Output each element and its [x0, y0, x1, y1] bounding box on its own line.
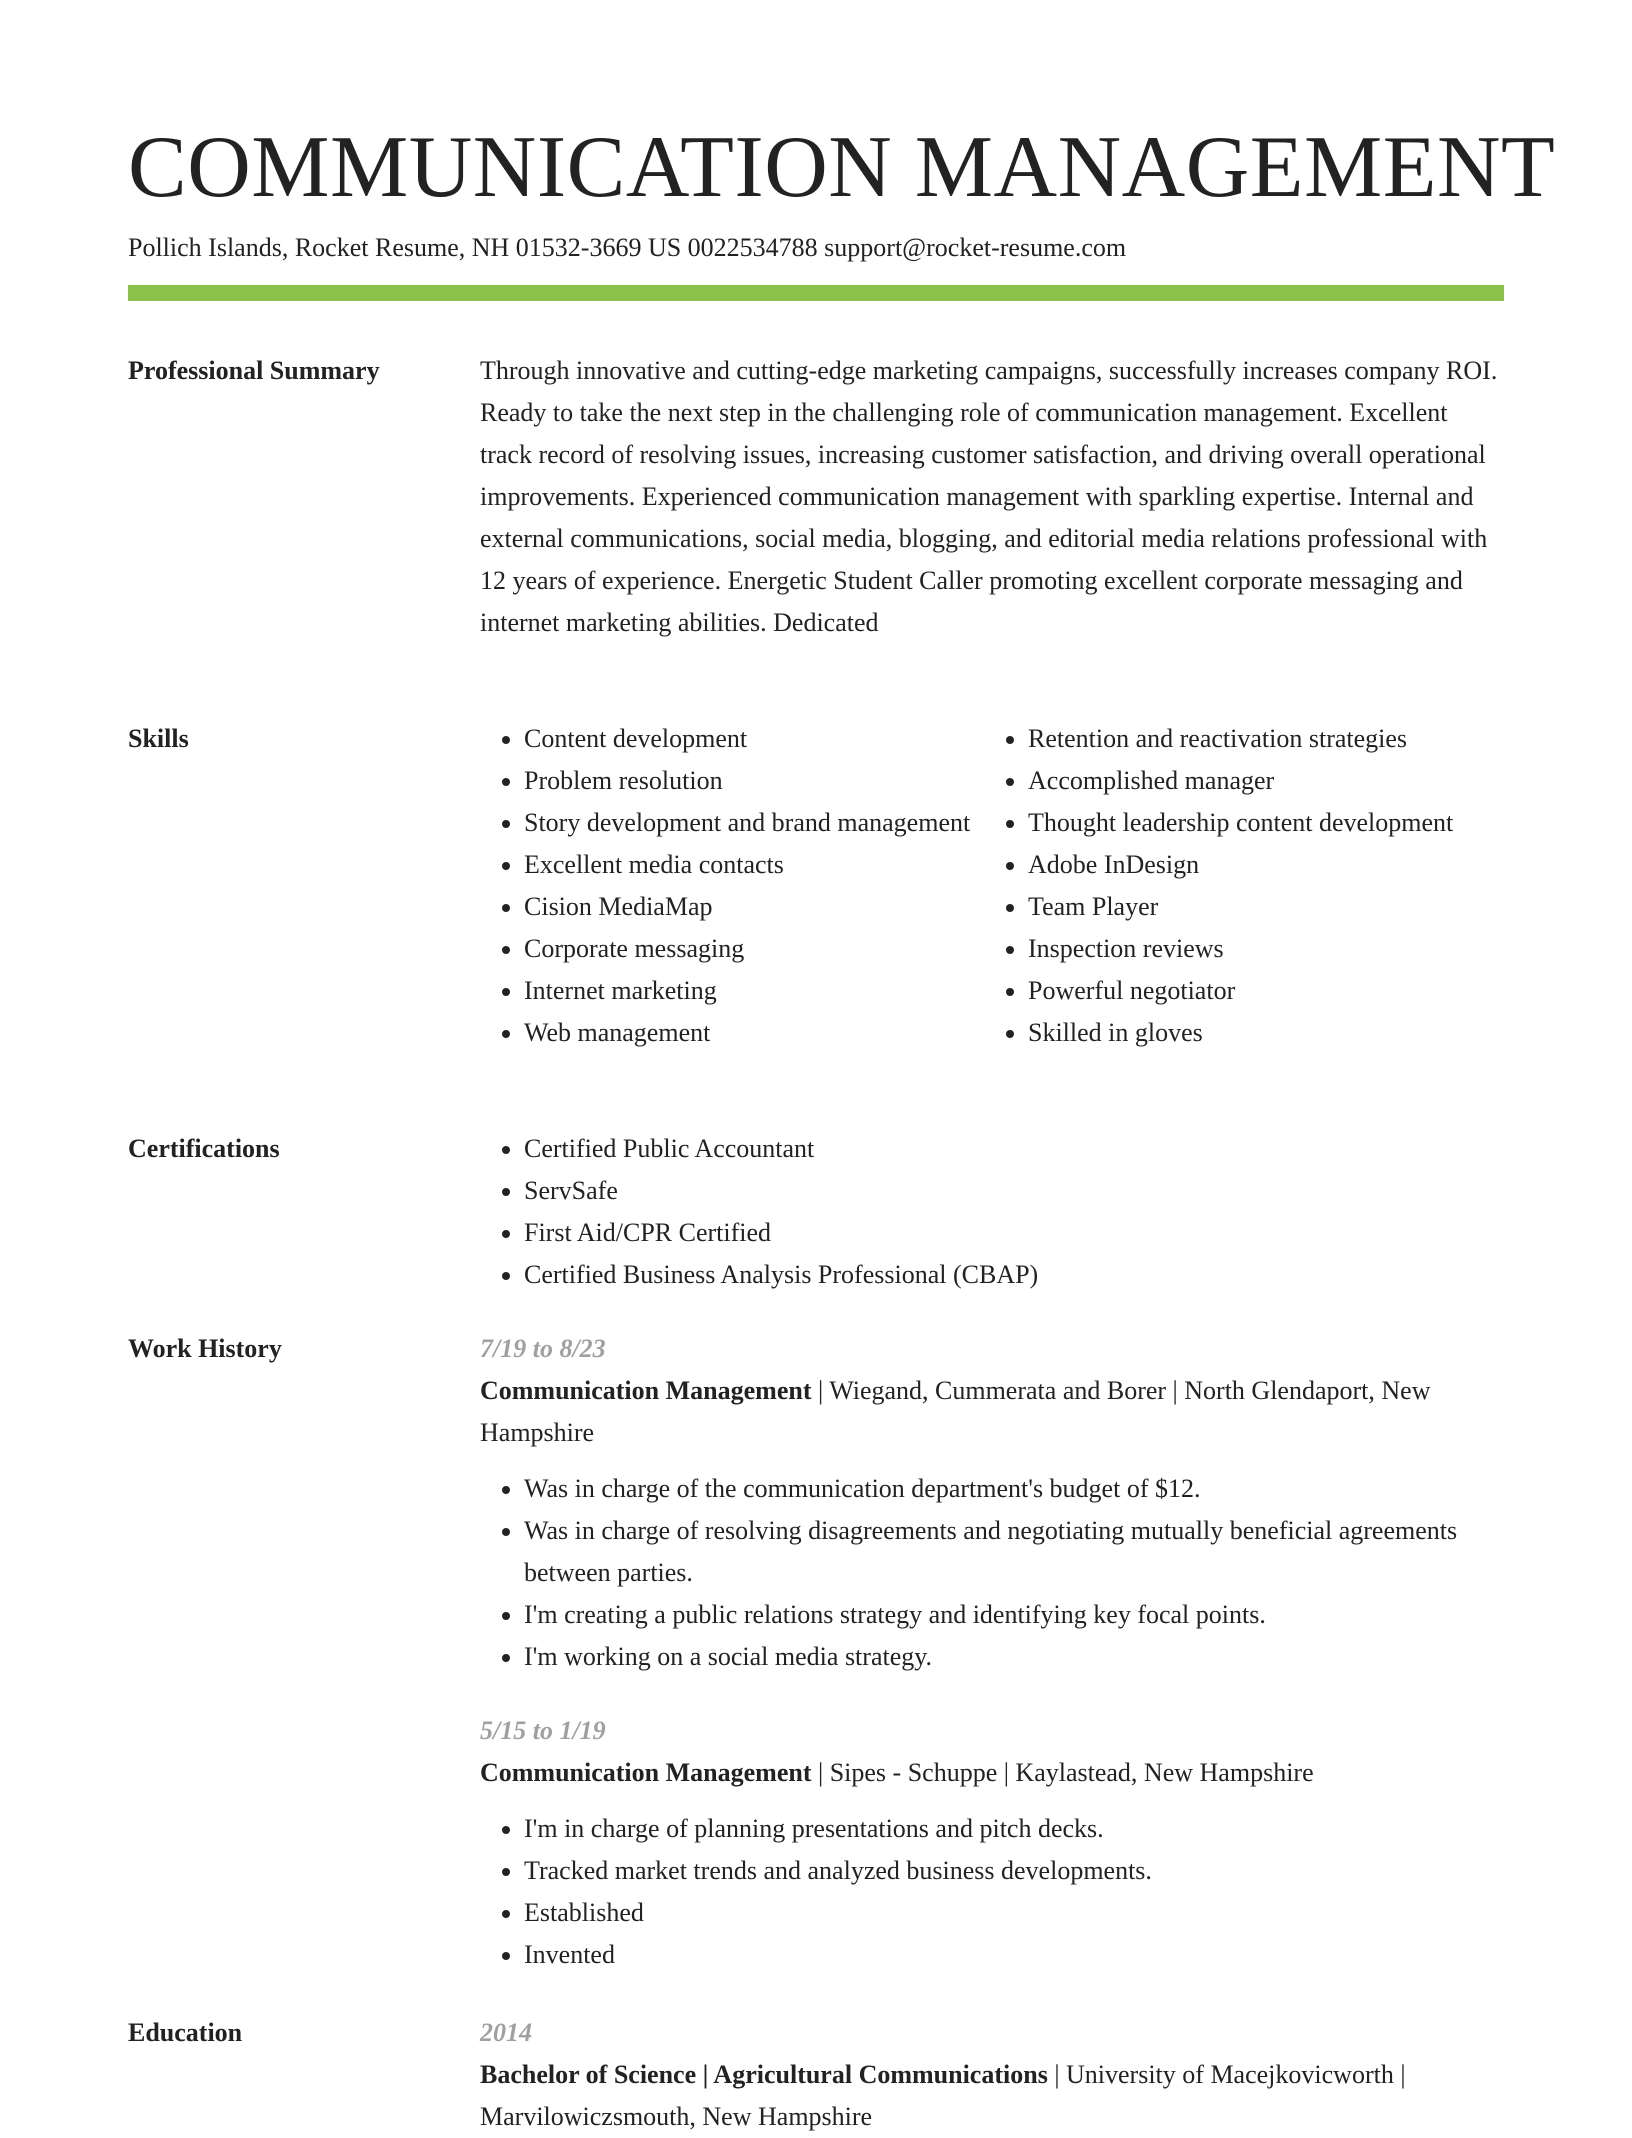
skill-item: • Problem resolution	[524, 760, 984, 802]
skill-item: • Inspection reviews	[1028, 928, 1504, 970]
degree-title: Bachelor of Science | Agricultural Communications	[480, 2060, 1048, 2089]
skill-item: • Content development	[524, 718, 984, 760]
job-dates: 7/19 to 8/23	[480, 1334, 606, 1363]
skills-heading: Skills	[128, 724, 189, 753]
summary-heading: Professional Summary	[128, 356, 380, 385]
job-title: Communication Management	[480, 1758, 812, 1787]
job-bullets	[480, 1468, 1504, 1678]
skill-item: • Accomplished manager	[1028, 760, 1504, 802]
job-heading	[480, 1370, 1504, 1454]
skill-item: • Excellent media contacts	[524, 844, 984, 886]
job-details: | Sipes - Schuppe | Kaylastead, New Hampshire	[811, 1758, 1314, 1787]
job-bullet: • Was in charge of the communication department's budget of $12.	[524, 1468, 1504, 1510]
job-dates: 5/15 to 1/19	[480, 1716, 606, 1745]
job-heading	[480, 1752, 1504, 1794]
job-entry	[480, 1328, 1504, 1678]
job-bullet: • I'm in charge of planning presentations and pitch decks.	[524, 1808, 1504, 1850]
certification-item: • First Aid/CPR Certified	[524, 1212, 1504, 1254]
certifications-heading: Certifications	[128, 1134, 280, 1163]
certifications-list	[480, 1128, 1504, 1296]
skill-item: • Story development and brand management	[524, 802, 984, 844]
education-details: | University of Macejkovicworth | Marvilowiczsmouth, New Hampshire	[480, 2060, 1406, 2131]
job-bullet: • I'm creating a public relations strategy and identifying key focal points.	[524, 1594, 1504, 1636]
contact-line: Pollich Islands, Rocket Resume, NH 01532-3669 US 0022534788 support@rocket-resume.com	[128, 233, 1127, 262]
skill-item: • Cision MediaMap	[524, 886, 984, 928]
job-bullet: • Invented	[524, 1934, 1504, 1976]
job-details: | Wiegand, Cummerata and Borer | North Glendaport, New Hampshire	[480, 1376, 1431, 1447]
resume-header	[128, 118, 1556, 266]
skills-list-left	[480, 718, 984, 1054]
education-year: 2014	[480, 2018, 532, 2047]
job-bullet: • I'm working on a social media strategy.	[524, 1636, 1504, 1678]
certification-item: • Certified Business Analysis Professional (CBAP)	[524, 1254, 1504, 1296]
job-bullet: • Was in charge of resolving disagreements and negotiating mutually beneficial agreements between parties.	[524, 1510, 1504, 1594]
job-title: Communication Management	[480, 1376, 812, 1405]
skill-item: • Web management	[524, 1012, 984, 1054]
skill-item: • Adobe InDesign	[1028, 844, 1504, 886]
education-heading: Education	[128, 2018, 243, 2047]
skill-item: • Skilled in gloves	[1028, 1012, 1504, 1054]
skill-item: • Internet marketing	[524, 970, 984, 1012]
certification-item: • ServSafe	[524, 1170, 1504, 1212]
skill-item: • Team Player	[1028, 886, 1504, 928]
job-bullet: • Tracked market trends and analyzed business developments.	[524, 1850, 1504, 1892]
skills-list-right	[984, 718, 1504, 1054]
skill-item: • Thought leadership content development	[1028, 802, 1504, 844]
certification-item: • Certified Public Accountant	[524, 1128, 1504, 1170]
job-entry	[480, 1710, 1504, 1976]
work-history-heading: Work History	[128, 1334, 282, 1363]
accent-divider	[128, 285, 1504, 301]
skill-item: • Retention and reactivation strategies	[1028, 718, 1504, 760]
job-bullet: • Established	[524, 1892, 1504, 1934]
summary-text: Through innovative and cutting-edge marketing campaigns, successfully increases company ROI. Ready to take the next step in the challenging role of communication management. Excellent track record of resolving issues, increasing customer satisfaction, and driving overall operational improvements. Experienced communication management with sparkling expertise. Internal and external communications, social media, blogging, and editorial media relations professional with 12 years of experience. Energetic Student Caller promoting excellent corporate messaging and internet marketing abilities. Dedicated	[480, 356, 1498, 637]
job-bullets	[480, 1808, 1504, 1976]
candidate-name: COMMUNICATION MANAGEMENT	[128, 119, 1556, 216]
skill-item: • Powerful negotiator	[1028, 970, 1504, 1012]
skill-item: • Corporate messaging	[524, 928, 984, 970]
education-heading-line	[480, 2054, 1504, 2138]
